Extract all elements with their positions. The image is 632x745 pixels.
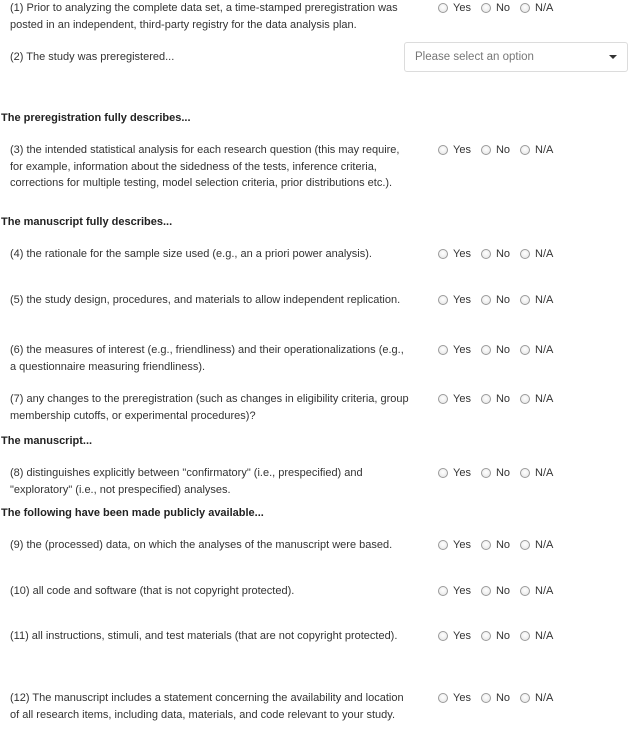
question-12-radio-group[interactable] [438,690,563,706]
radio-yes[interactable] [438,249,448,259]
radio-label: Yes [453,393,471,405]
radio-yes[interactable] [438,394,448,404]
question-6-radio-group[interactable] [438,342,563,358]
question-6-text: (6) the measures of interest (e.g., friendliness) and their operationalizations (e.g., a questionnaire measuring friendliness). [10,344,404,373]
radio-label: Yes [453,630,471,642]
radio-label: Yes [453,692,471,704]
radio-label: N/A [535,630,554,642]
radio-label: Yes [453,294,471,306]
radio-label: Yes [453,539,471,551]
radio-na[interactable] [520,631,530,641]
radio-label: N/A [535,144,554,156]
radio-label: N/A [535,467,554,479]
radio-label: Yes [453,2,471,14]
question-11-radio-group[interactable] [438,628,563,644]
section-heading-manuscript-describes: The manuscript fully describes... [1,216,173,228]
question-7-radio-group[interactable] [438,391,563,407]
radio-na[interactable] [520,295,530,305]
radio-label: N/A [535,585,554,597]
radio-no[interactable] [481,295,491,305]
radio-label: No [495,585,511,597]
radio-no[interactable] [481,249,491,259]
radio-na[interactable] [520,249,530,259]
radio-na[interactable] [520,586,530,596]
radio-label: N/A [535,539,554,551]
question-3-radio-group[interactable] [438,142,563,158]
question-5-radio-group[interactable] [438,292,563,308]
radio-yes[interactable] [438,3,448,13]
question-7-text: (7) any changes to the preregistration (such as changes in eligibility criteria, group membership cutoffs, or experimental procedures)? [10,393,409,422]
question-8-radio-group[interactable] [438,465,563,481]
section-heading-public: The following have been made publicly available... [1,507,264,519]
question-10-text: (10) all code and software (that is not copyright protected). [10,585,295,597]
question-4-text: (4) the rationale for the sample size used (e.g., an a priori power analysis). [10,248,372,260]
question-10-radio-group[interactable] [438,583,563,599]
radio-label: N/A [535,294,554,306]
question-12-text: (12) The manuscript includes a statement concerning the availability and location of all research items, including data, materials, and code relevant to your study. [10,692,404,721]
radio-no[interactable] [481,693,491,703]
radio-label: No [495,393,511,405]
radio-label: Yes [453,144,471,156]
radio-label: N/A [535,248,554,260]
radio-label: No [495,2,511,14]
radio-yes[interactable] [438,145,448,155]
radio-no[interactable] [481,468,491,478]
radio-label: Yes [453,344,471,356]
radio-no[interactable] [481,586,491,596]
radio-na[interactable] [520,345,530,355]
radio-no[interactable] [481,145,491,155]
radio-no[interactable] [481,394,491,404]
radio-label: Yes [453,585,471,597]
radio-label: Yes [453,248,471,260]
radio-na[interactable] [520,394,530,404]
question-1-text: (1) Prior to analyzing the complete data set, a time-stamped preregistration was posted in an independent, third-party registry for the data analysis plan. [10,2,398,31]
radio-label: No [495,539,511,551]
question-9-radio-group[interactable] [438,537,563,553]
radio-label: N/A [535,692,554,704]
radio-yes[interactable] [438,540,448,550]
question-5-text: (5) the study design, procedures, and materials to allow independent replication. [10,294,401,306]
radio-na[interactable] [520,145,530,155]
question-8-text: (8) distinguishes explicitly between "confirmatory" (i.e., prespecified) and "exploratory" (i.e., not prespecified) analyses. [10,467,363,496]
question-9-text: (9) the (processed) data, on which the analyses of the manuscript were based. [10,539,393,551]
radio-label: No [495,692,511,704]
section-heading-preregistration: The preregistration fully describes... [1,112,191,124]
radio-na[interactable] [520,693,530,703]
caret-down-icon [609,55,617,59]
question-2-select[interactable] [404,42,628,72]
question-4-radio-group[interactable] [438,246,563,262]
radio-label: No [495,467,511,479]
select-placeholder: Please select an option [415,51,534,63]
radio-yes[interactable] [438,586,448,596]
radio-label: Yes [453,467,471,479]
radio-na[interactable] [520,3,530,13]
radio-yes[interactable] [438,345,448,355]
radio-na[interactable] [520,540,530,550]
radio-yes[interactable] [438,631,448,641]
radio-no[interactable] [481,345,491,355]
question-11-text: (11) all instructions, stimuli, and test materials (that are not copyright protected). [10,630,398,642]
radio-label: N/A [535,344,554,356]
radio-label: No [495,248,511,260]
section-heading-manuscript: The manuscript... [1,435,93,447]
radio-label: No [495,630,511,642]
radio-label: No [495,294,511,306]
radio-label: N/A [535,2,554,14]
radio-no[interactable] [481,540,491,550]
radio-yes[interactable] [438,693,448,703]
question-2-text: (2) The study was preregistered... [10,51,175,63]
radio-label: N/A [535,393,554,405]
radio-yes[interactable] [438,468,448,478]
radio-label: No [495,144,511,156]
question-1-radio-group[interactable] [438,0,563,16]
radio-yes[interactable] [438,295,448,305]
radio-no[interactable] [481,631,491,641]
radio-no[interactable] [481,3,491,13]
radio-label: No [495,344,511,356]
question-3-text: (3) the intended statistical analysis for each research question (this may require, for example, information about the sidedness of the tests, inference criteria, corrections for multiple testing, model selection criteria, prior distributions etc.). [10,144,400,189]
radio-na[interactable] [520,468,530,478]
